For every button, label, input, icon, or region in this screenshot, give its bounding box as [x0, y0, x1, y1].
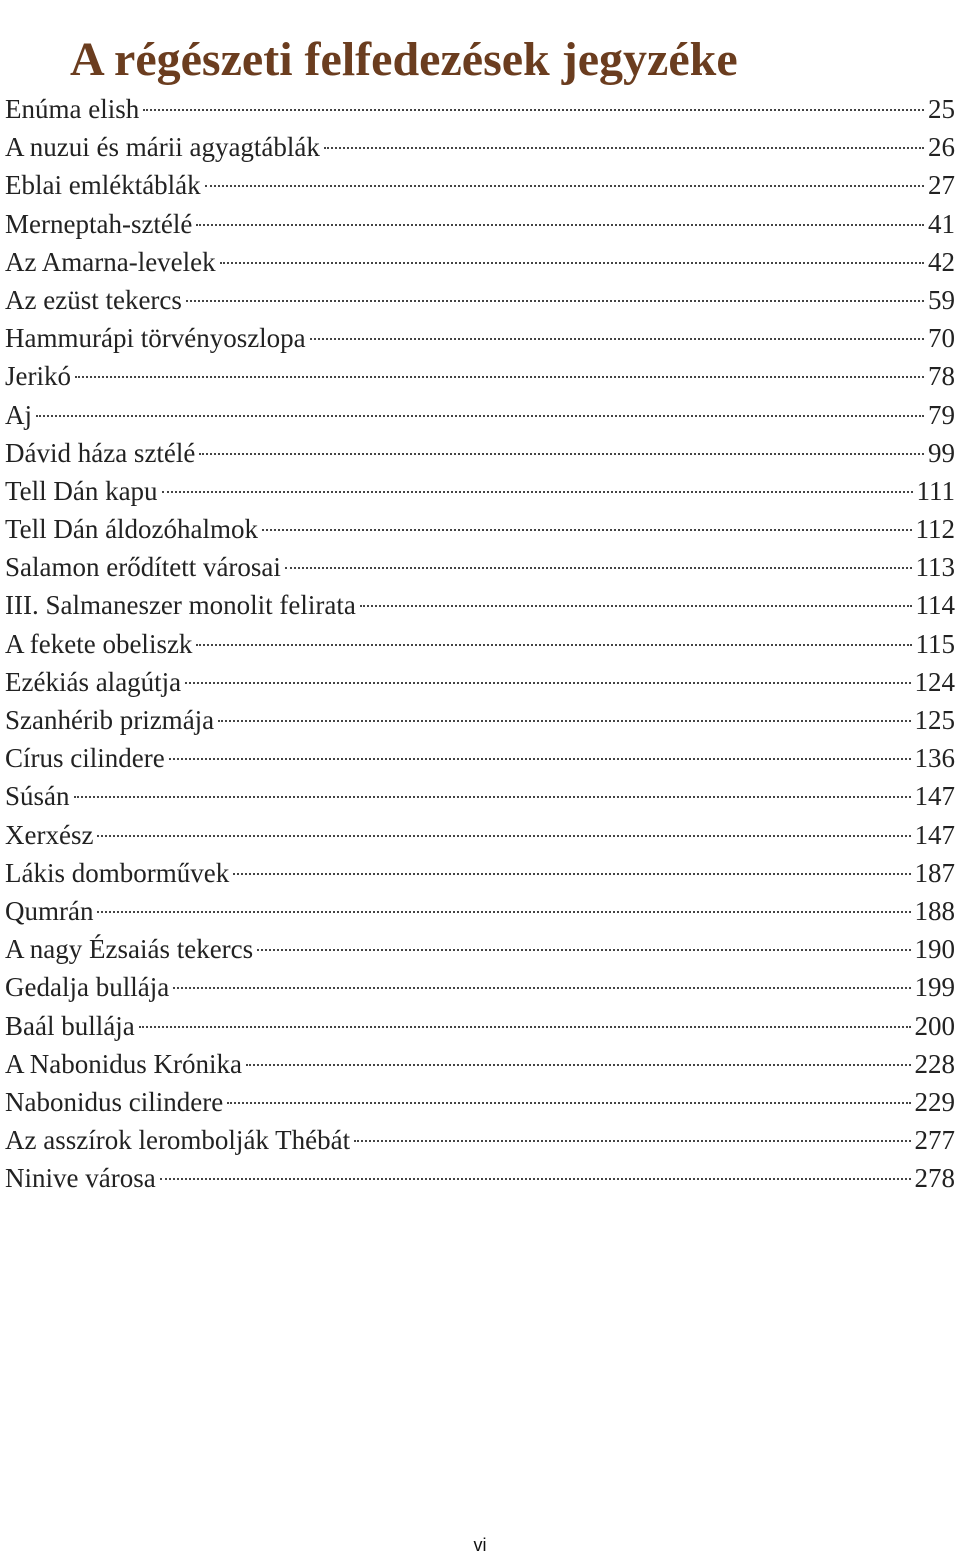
toc-entry-page: 147: [914, 781, 955, 812]
toc-entry: [5, 1121, 955, 1159]
toc-entry: [5, 816, 955, 854]
toc-entry-label: Hammurápi törvényoszlopa: [5, 323, 306, 354]
dot-leader: [227, 1102, 910, 1104]
toc-entry-page: 78: [928, 361, 955, 392]
page-number: vi: [473, 1535, 487, 1555]
toc-entry-label: III. Salmaneszer monolit felirata: [5, 590, 356, 621]
toc-entry-page: 79: [928, 399, 955, 430]
toc-entry-page: 114: [915, 590, 955, 621]
toc-entry-label: Merneptah-sztélé: [5, 208, 193, 239]
toc-entry: [5, 510, 955, 548]
dot-leader: [262, 529, 911, 531]
dot-leader: [74, 796, 911, 798]
dot-leader: [360, 605, 912, 607]
toc-entry-page: 136: [914, 743, 955, 774]
dot-leader: [220, 262, 924, 264]
toc-entry: [5, 281, 955, 319]
toc-entry-label: Aj: [5, 399, 32, 430]
dot-leader: [199, 453, 924, 455]
toc-entry-page: 112: [915, 514, 955, 545]
toc-entry-label: Baál bullája: [5, 1010, 135, 1041]
toc-entry-label: Szanhérib prizmája: [5, 705, 215, 735]
toc-entry-label: Tell Dán kapu: [5, 475, 158, 506]
toc-entry-page: 125: [914, 705, 955, 735]
dot-leader: [185, 682, 910, 684]
toc-entry-label: Az Amarna-levelek: [5, 246, 216, 277]
dot-leader: [205, 185, 924, 187]
toc-entry: [5, 1083, 955, 1121]
toc-entry: [5, 205, 955, 243]
toc-entry-label: A nagy Ézsaiás tekercs: [5, 934, 254, 965]
dot-leader: [143, 109, 924, 111]
dot-leader: [169, 758, 911, 760]
toc-entry-page: 25: [928, 94, 955, 124]
toc-entry-label: Eblai emléktáblák: [5, 170, 201, 201]
dot-leader: [354, 1140, 910, 1142]
toc-entry-label: Ninive városa: [5, 1163, 156, 1194]
toc-entry: [5, 968, 955, 1006]
toc-entry: [5, 357, 955, 395]
toc-entry: [5, 396, 955, 434]
toc-entry: [5, 243, 955, 281]
toc-entry: [5, 663, 955, 701]
toc-entry-label: Gedalja bullája: [5, 972, 170, 1003]
dot-leader: [160, 1178, 911, 1180]
dot-leader: [36, 415, 924, 417]
toc-entry-label: Tell Dán áldozóhalmok: [5, 514, 259, 545]
toc-entry: [5, 1045, 955, 1083]
toc-entry-page: 70: [928, 323, 955, 354]
toc-entry: [5, 128, 955, 166]
toc-entry: [5, 1007, 955, 1045]
toc-entry-page: 190: [914, 934, 955, 965]
toc-entry-label: Qumrán: [5, 895, 94, 926]
toc-entry-page: 113: [915, 552, 955, 583]
toc-entry-page: 228: [914, 1048, 955, 1079]
toc-entry: [5, 930, 955, 968]
toc-entry-label: Jerikó: [5, 361, 71, 392]
dot-leader: [324, 147, 924, 149]
toc-entry-page: 229: [914, 1086, 955, 1117]
dot-leader: [162, 491, 913, 493]
dot-leader: [139, 1026, 911, 1028]
toc-entry-page: 111: [916, 475, 955, 506]
toc-entry-label: A fekete obeliszk: [5, 628, 193, 659]
toc-entry: [5, 90, 955, 128]
toc-entry-page: 277: [914, 1125, 955, 1156]
toc-entry: [5, 319, 955, 357]
toc-entry-label: Ezékiás alagútja: [5, 666, 182, 697]
toc-entry-page: 59: [928, 284, 955, 315]
toc-entry-label: A nuzui és márii agyagtáblák: [5, 132, 320, 163]
toc-entry-label: Lákis domborművek: [5, 857, 230, 888]
toc-entry-label: Xerxész: [5, 819, 94, 850]
toc-entry-label: A Nabonidus Krónika: [5, 1048, 242, 1079]
dot-leader: [97, 911, 910, 913]
dot-leader: [310, 338, 924, 340]
toc-entry: [5, 472, 955, 510]
toc-entry-label: Salamon erődített városai: [5, 552, 281, 583]
dot-leader: [186, 300, 924, 302]
toc-entry-page: 200: [914, 1010, 955, 1041]
dot-leader: [285, 567, 912, 569]
dot-leader: [218, 720, 910, 722]
toc-entry-page: 188: [914, 895, 955, 926]
toc-entry-label: Az asszírok lerombolják Thébát: [5, 1125, 351, 1156]
toc-entry: [5, 625, 955, 663]
toc-entry: [5, 166, 955, 204]
dot-leader: [196, 644, 911, 646]
dot-leader: [257, 949, 910, 951]
toc-entry-page: 42: [928, 246, 955, 277]
toc-entry: [5, 892, 955, 930]
toc-entry-page: 99: [928, 437, 955, 468]
toc-entry: [5, 548, 955, 586]
toc-entry: [5, 739, 955, 777]
dot-leader: [233, 873, 910, 875]
toc-entry-page: 278: [914, 1163, 955, 1194]
toc-entry-page: 187: [914, 857, 955, 888]
toc-entry-page: 124: [914, 666, 955, 697]
dot-leader: [173, 987, 910, 989]
toc-entry: [5, 854, 955, 892]
toc-entry-page: 27: [928, 170, 955, 201]
toc-entry-page: 199: [914, 972, 955, 1003]
toc-entry-page: 115: [915, 628, 955, 659]
toc-entry-label: Nabonidus cilindere: [5, 1086, 224, 1117]
toc-entry-label: Súsán: [5, 781, 70, 812]
dot-leader: [97, 835, 910, 837]
page-title: A régészeti felfedezések jegyzéke: [70, 33, 738, 87]
toc-entry-label: Az ezüst tekercs: [5, 284, 182, 315]
toc-entry-label: Círus cilindere: [5, 743, 165, 774]
toc-entry: [5, 701, 955, 739]
toc-entry-label: Enúma elish: [5, 94, 140, 124]
toc-entry-page: 41: [928, 208, 955, 239]
toc-entry: [5, 586, 955, 624]
toc-entry-label: Dávid háza sztélé: [5, 437, 196, 468]
dot-leader: [75, 376, 924, 378]
table-of-contents: [5, 90, 955, 1197]
toc-entry: [5, 777, 955, 815]
toc-entry: [5, 1159, 955, 1197]
toc-entry-page: 147: [914, 819, 955, 850]
dot-leader: [246, 1064, 911, 1066]
toc-entry-page: 26: [928, 132, 955, 163]
toc-entry: [5, 434, 955, 472]
dot-leader: [196, 224, 924, 226]
